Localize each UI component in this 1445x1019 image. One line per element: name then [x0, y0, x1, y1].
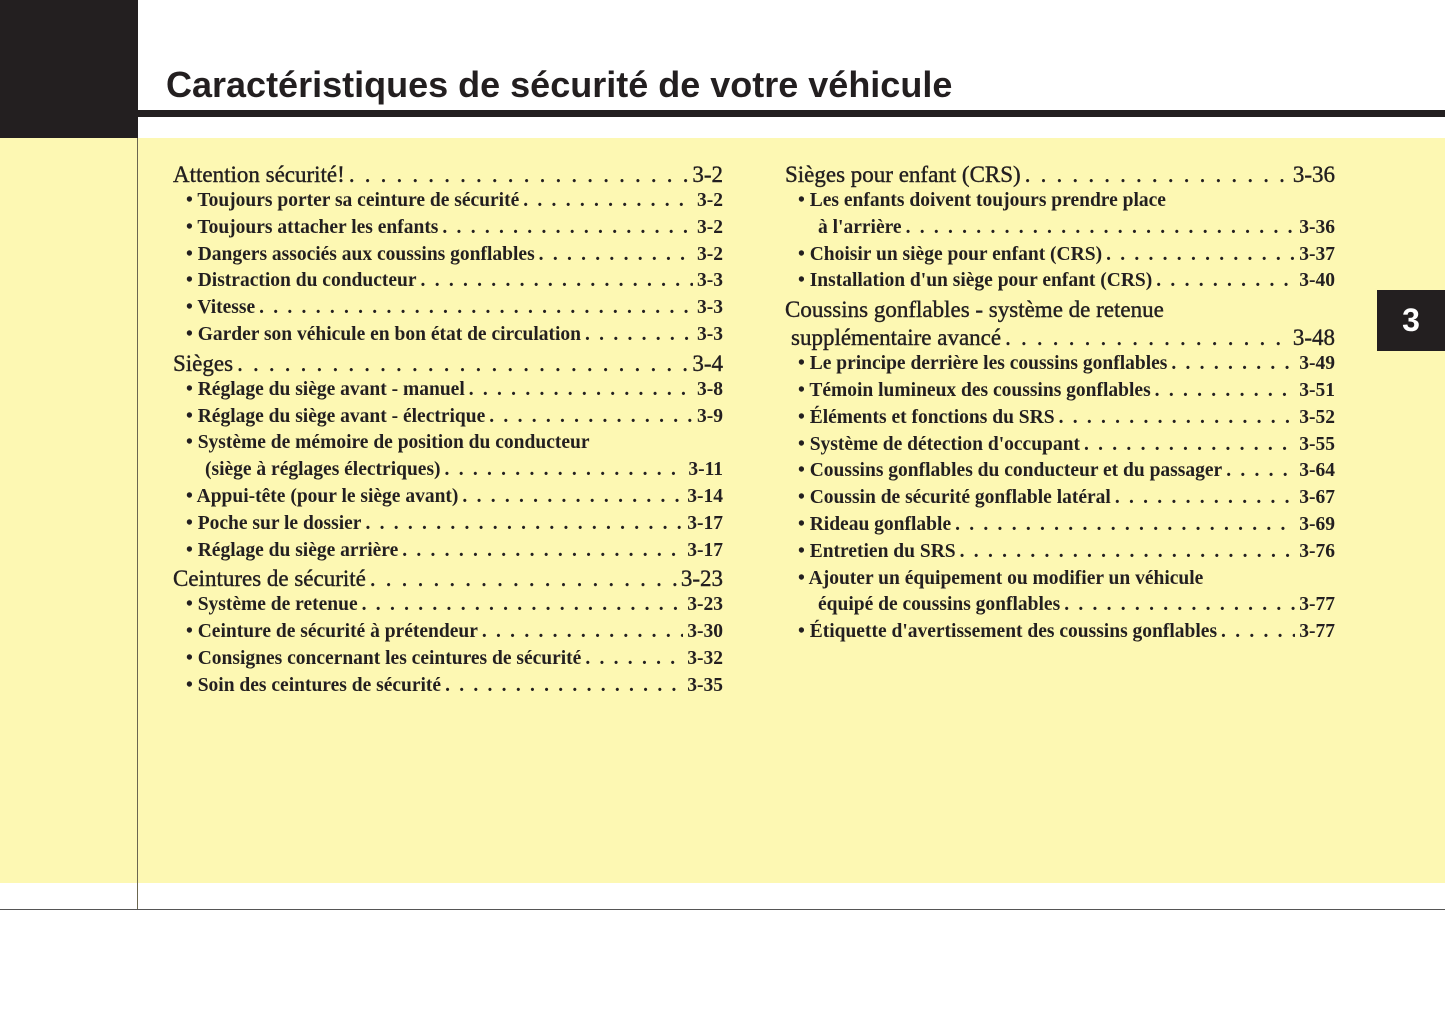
entry-label: • Coussin de sécurité gonflable latéral: [798, 487, 1111, 509]
dot-leader: [442, 217, 693, 239]
entry-label: • Poche sur le dossier: [186, 512, 362, 534]
entry-label: • Toujours porter sa ceinture de sécurité: [186, 190, 520, 211]
dot-leader: [1155, 380, 1296, 402]
page-number: 3-37: [1299, 243, 1335, 265]
toc-entry[interactable]: [173, 190, 723, 217]
dot-leader: [906, 217, 1296, 239]
toc-entry[interactable]: [173, 406, 723, 433]
entry-label: à l'arrière: [818, 216, 902, 238]
toc-entry[interactable]: [173, 621, 723, 648]
toc-entry[interactable]: [785, 270, 1335, 297]
page-number: 3-67: [1299, 487, 1335, 509]
entry-label: • Appui-tête (pour le siège avant): [186, 485, 459, 507]
toc-entry[interactable]: [173, 379, 723, 406]
dot-leader: [955, 514, 1295, 536]
toc-entry[interactable]: [173, 540, 723, 567]
entry-label: • Coussins gonflables du conducteur et du passager: [798, 460, 1223, 482]
toc-heading[interactable]: [173, 566, 723, 594]
toc-entry[interactable]: [173, 217, 723, 244]
entry-label: • Distraction du conducteur: [186, 270, 417, 292]
dot-leader: [482, 621, 683, 643]
entry-label: • Réglage du siège avant - électrique: [186, 405, 486, 427]
toc-entry[interactable]: [785, 621, 1335, 648]
dot-leader: [365, 513, 683, 535]
dot-leader: [1005, 325, 1289, 351]
toc-right-column: [785, 162, 1335, 648]
toc-entry[interactable]: [173, 270, 723, 297]
dot-leader: [445, 459, 685, 481]
toc-entry[interactable]: [173, 513, 723, 540]
entry-label: (siège à réglages électriques): [205, 459, 441, 481]
dot-leader: [1115, 487, 1295, 509]
dot-leader: [539, 244, 693, 266]
toc-heading[interactable]: [173, 351, 723, 379]
dot-leader: [1064, 594, 1295, 616]
entry-label: • Système de mémoire de position du conducteur: [186, 432, 590, 454]
page-number: 3-40: [1299, 270, 1335, 292]
entry-label: • Soin des ceintures de sécurité: [186, 674, 442, 696]
dot-leader: [1226, 460, 1295, 482]
page-number: 3-77: [1299, 594, 1335, 616]
dot-leader: [523, 190, 693, 212]
toc-entry[interactable]: [173, 297, 723, 324]
dot-leader: [585, 648, 683, 670]
dot-leader: [362, 594, 684, 616]
entry-label: • Vitesse: [186, 297, 256, 319]
toc-entry[interactable]: [173, 648, 723, 675]
toc-left-column: [173, 162, 723, 702]
toc-entry[interactable]: [785, 380, 1335, 407]
page-number: 3-49: [1299, 353, 1335, 375]
page-number: 3-36: [1299, 216, 1335, 238]
entry-label: • Les enfants doivent toujours prendre place: [798, 190, 1166, 211]
toc-heading[interactable]: [785, 162, 1335, 190]
entry-label: • Éléments et fonctions du SRS: [798, 406, 1055, 428]
page-number: 3-2: [692, 162, 723, 187]
page-number: 3-9: [697, 405, 723, 427]
toc-heading[interactable]: [173, 162, 723, 190]
dot-leader: [349, 162, 689, 188]
dot-leader: [1025, 162, 1289, 188]
entry-label: • Entretien du SRS: [798, 540, 956, 562]
dot-leader: [489, 406, 693, 428]
entry-label: • Le principe derrière les coussins gonflables: [798, 353, 1168, 375]
entry-label: • Rideau gonflable: [798, 513, 952, 535]
toc-entry[interactable]: [785, 190, 1335, 217]
page-number: 3-3: [697, 270, 723, 292]
entry-label: • Garder son véhicule en bon état de circulation: [186, 323, 582, 345]
toc-entry[interactable]: [785, 487, 1335, 514]
page-number: 3-35: [687, 674, 723, 696]
toc-entry[interactable]: [173, 324, 723, 351]
dot-leader: [1156, 270, 1295, 292]
page-number: 3-2: [697, 190, 723, 211]
page-number: 3-2: [697, 243, 723, 265]
entry-label: • Réglage du siège arrière: [186, 539, 399, 561]
toc-entry[interactable]: [785, 568, 1335, 595]
entry-label: • Choisir un siège pour enfant (CRS): [798, 243, 1103, 265]
entry-label: • Installation d'un siège pour enfant (CRS): [798, 270, 1153, 292]
dot-leader: [960, 541, 1296, 563]
entry-label: supplémentaire avancé: [791, 325, 1002, 351]
page-number: 3-23: [680, 566, 723, 592]
toc-entry[interactable]: [785, 594, 1335, 621]
dot-leader: [462, 486, 683, 508]
dot-leader: [445, 675, 683, 697]
dot-leader: [370, 566, 677, 592]
toc-entry[interactable]: [785, 353, 1335, 380]
toc-entry[interactable]: [173, 432, 723, 459]
entry-label: Sièges: [173, 350, 234, 376]
page-number: 3-77: [1299, 621, 1335, 643]
chapter-tab[interactable]: 3: [1377, 290, 1445, 351]
toc-entry[interactable]: [173, 244, 723, 271]
margin-divider: [137, 138, 138, 910]
page-number: 3-8: [697, 378, 723, 400]
page-number: 3-14: [687, 485, 723, 507]
page-number: 3-4: [692, 350, 723, 376]
entry-label: Ceintures de sécurité: [173, 566, 366, 592]
page-number: 3-30: [687, 621, 723, 643]
page-number: 3-76: [1299, 540, 1335, 562]
entry-label: Sièges pour enfant (CRS): [785, 162, 1021, 187]
page-number: 3-52: [1299, 406, 1335, 428]
entry-label: Attention sécurité!: [173, 162, 345, 187]
dot-leader: [1171, 353, 1295, 375]
toc-heading[interactable]: [785, 325, 1335, 353]
title-rule: [138, 110, 1445, 117]
page-number: 3-17: [687, 512, 723, 534]
entry-label: • Témoin lumineux des coussins gonflables: [798, 379, 1151, 401]
toc-entry[interactable]: [173, 486, 723, 513]
page-number: 3-36: [1292, 162, 1335, 187]
dot-leader: [1106, 244, 1295, 266]
toc-entry[interactable]: [785, 407, 1335, 434]
page-number: 3-55: [1299, 433, 1335, 455]
toc-entry[interactable]: [173, 459, 723, 486]
page-title: Caractéristiques de sécurité de votre véhicule: [166, 64, 953, 105]
page-number: 3-11: [688, 459, 723, 481]
toc-entry[interactable]: [173, 594, 723, 621]
toc-entry[interactable]: [785, 434, 1335, 461]
page-number: 3-64: [1299, 460, 1335, 482]
bottom-rule: [0, 909, 1445, 910]
entry-label: • Consignes concernant les ceintures de sécurité: [186, 647, 582, 669]
page-number: 3-23: [687, 594, 723, 616]
entry-label: équipé de coussins gonflables: [818, 594, 1061, 616]
page-number: 3-48: [1292, 325, 1335, 351]
entry-label: • Système de détection d'occupant: [798, 433, 1080, 455]
page-number: 3-51: [1299, 379, 1335, 401]
entry-label: • Étiquette d'avertissement des coussins gonflables: [798, 621, 1218, 643]
entry-label: • Système de retenue: [186, 594, 358, 616]
dot-leader: [585, 324, 693, 346]
page-number: 3-3: [697, 297, 723, 319]
toc-entry[interactable]: [785, 514, 1335, 541]
dot-leader: [237, 351, 688, 377]
entry-label: Coussins gonflables - système de retenue: [785, 297, 1164, 323]
dot-leader: [1084, 434, 1295, 456]
dot-leader: [469, 379, 693, 401]
dot-leader: [1059, 407, 1296, 429]
dot-leader: [421, 270, 693, 292]
page-number: 3-69: [1299, 513, 1335, 535]
toc-entry[interactable]: [785, 460, 1335, 487]
entry-label: • Toujours attacher les enfants: [186, 216, 439, 238]
page-number: 3-3: [697, 323, 723, 345]
toc-entry[interactable]: [785, 244, 1335, 271]
page-number: 3-2: [697, 216, 723, 238]
toc-entry[interactable]: [785, 217, 1335, 244]
dot-leader: [1221, 621, 1295, 643]
entry-label: • Réglage du siège avant - manuel: [186, 378, 465, 400]
entry-label: • Ajouter un équipement ou modifier un véhicule: [798, 567, 1204, 589]
toc-entry[interactable]: [785, 541, 1335, 568]
entry-label: • Ceinture de sécurité à prétendeur: [186, 621, 478, 643]
page-number: 3-17: [687, 539, 723, 561]
entry-label: • Dangers associés aux coussins gonflables: [186, 243, 535, 265]
toc-heading[interactable]: [785, 297, 1335, 325]
page-number: 3-32: [687, 647, 723, 669]
dot-leader: [259, 297, 693, 319]
toc-entry[interactable]: [173, 675, 723, 702]
chapter-corner-block: [0, 0, 138, 138]
dot-leader: [402, 540, 683, 562]
